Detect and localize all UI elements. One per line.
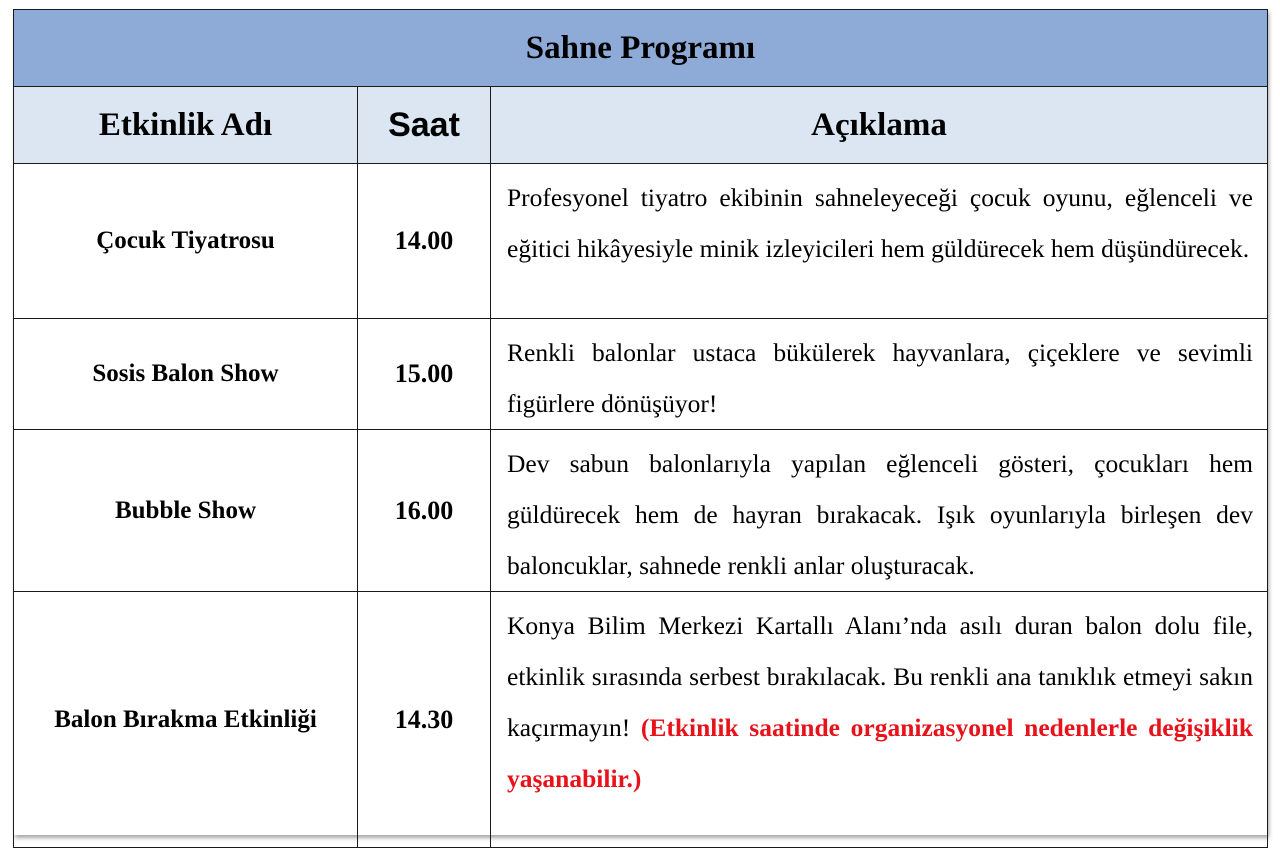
table-row bbox=[14, 319, 1268, 430]
event-description: Konya Bilim Merkezi Kartallı Alanı’nda asılı duran balon dolu file, etkinlik sırasında serbest bırakılacak. Bu renkli ana tanıklık etmeyi sakın kaçırmayın! bbox=[507, 611, 1253, 742]
table-row bbox=[14, 592, 1268, 848]
column-header-time: Saat bbox=[358, 87, 491, 164]
event-description: Renkli balonlar ustaca bükülerek hayvanlara, çiçeklere ve sevimli figürlere dönüşüyor! bbox=[491, 319, 1268, 430]
column-header-name: Etkinlik Adı bbox=[14, 87, 358, 164]
event-name: Bubble Show bbox=[14, 430, 358, 592]
stage-program-table bbox=[13, 9, 1268, 848]
event-name: Çocuk Tiyatrosu bbox=[14, 164, 358, 319]
event-time: 16.00 bbox=[358, 430, 491, 592]
event-time: 14.30 bbox=[358, 592, 491, 848]
title-row bbox=[14, 10, 1268, 87]
event-time: 14.00 bbox=[358, 164, 491, 319]
table-row bbox=[14, 164, 1268, 319]
event-name: Balon Bırakma Etkinliği bbox=[14, 592, 358, 848]
event-name: Sosis Balon Show bbox=[14, 319, 358, 430]
event-description: Dev sabun balonlarıyla yapılan eğlenceli gösteri, çocukları hem güldürecek hem de hayran bırakacak. Işık oyunlarıyla birleşen dev baloncuklar, sahnede renkli anlar oluşturacak. bbox=[491, 430, 1268, 592]
schedule-change-note: (Etkinlik saatinde organizasyonel nedenlerle değişiklik yaşanabilir.) bbox=[507, 713, 1254, 793]
header-row bbox=[14, 87, 1268, 164]
event-time: 15.00 bbox=[358, 319, 491, 430]
table-title: Sahne Programı bbox=[14, 10, 1268, 87]
table-row bbox=[14, 430, 1268, 592]
stage-program-table-wrapper bbox=[13, 9, 1267, 835]
event-description: Profesyonel tiyatro ekibinin sahneleyeceği çocuk oyunu, eğlenceli ve eğitici hikâyesiyle minik izleyicileri hem güldürecek hem düşündürecek. bbox=[491, 164, 1268, 319]
column-header-description: Açıklama bbox=[491, 87, 1268, 164]
event-description-cell bbox=[491, 592, 1268, 848]
